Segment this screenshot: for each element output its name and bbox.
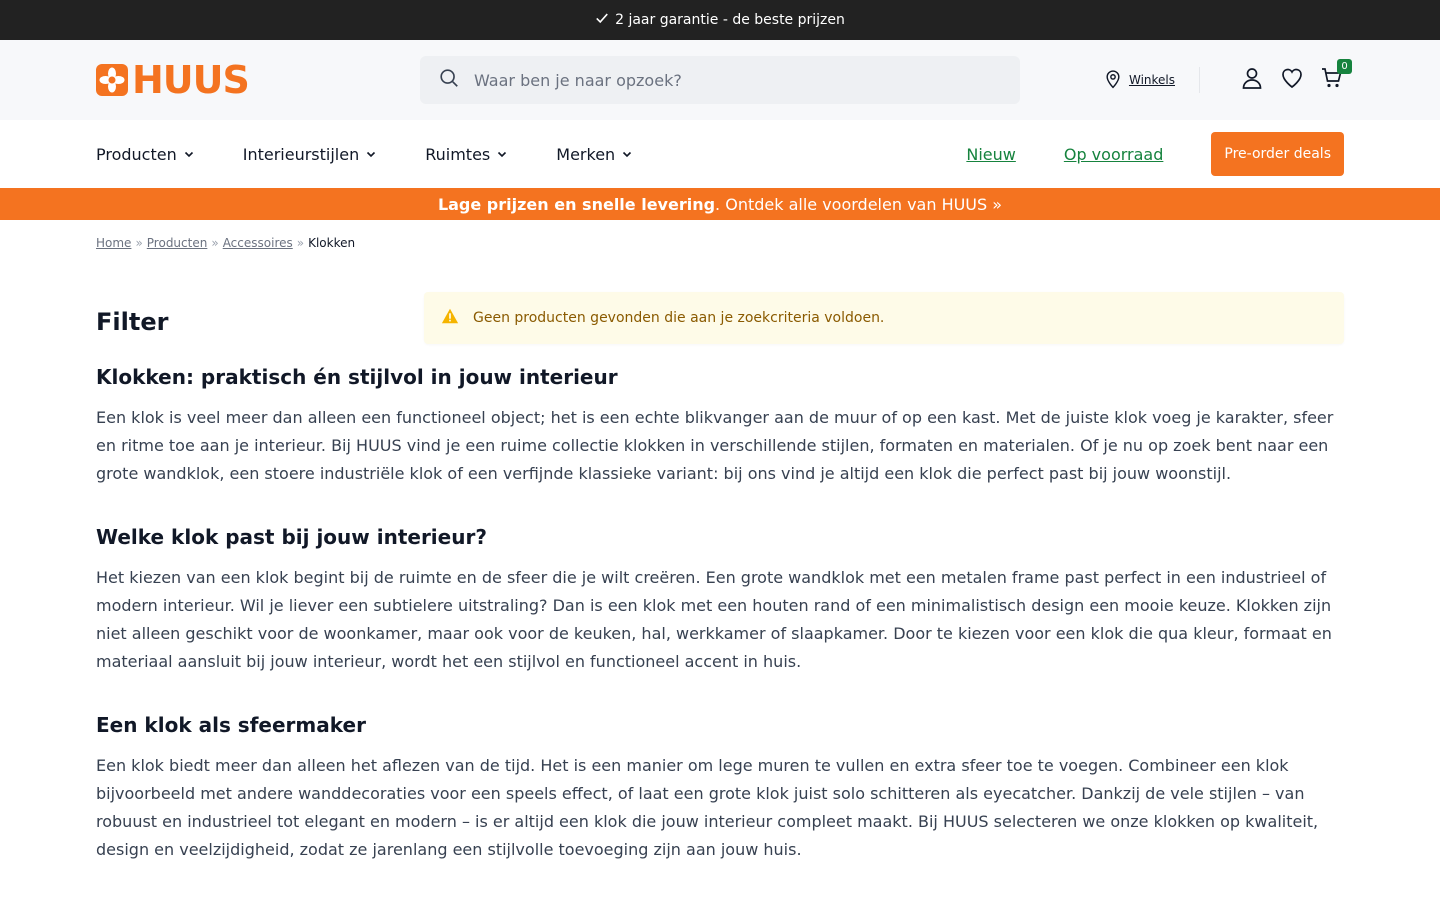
logo-text: HUUS (132, 58, 249, 102)
wishlist-button[interactable] (1280, 68, 1304, 92)
chevron-down-icon (183, 145, 195, 164)
breadcrumb-separator: » (296, 236, 305, 250)
promo-bold-text: Lage prijzen en snelle levering (437, 194, 716, 214)
logo-icon (96, 64, 128, 96)
breadcrumb-separator: » (135, 236, 143, 250)
map-pin-icon (1103, 69, 1123, 92)
nav-item-label: Producten (96, 144, 177, 164)
filter-title: Filter (96, 308, 169, 336)
breadcrumb-producten[interactable]: Producten (146, 236, 208, 250)
promo-text: . Ontdek alle voordelen van HUUS » (715, 194, 1003, 214)
preorder-deals-button[interactable]: Pre-order deals (1211, 132, 1344, 176)
warning-icon (441, 307, 473, 329)
no-results-alert (424, 292, 1344, 344)
chevron-down-icon (496, 145, 508, 164)
nav-item-ruimtes[interactable] (425, 145, 508, 164)
cart-count-badge: 0 (1337, 59, 1352, 74)
nav-item-label: Merken (556, 144, 616, 164)
chevron-down-icon (365, 145, 377, 164)
nav-right (966, 120, 1344, 188)
usp-text: 2 jaar garantie - de beste prijzen (615, 12, 845, 28)
section-body: Een klok biedt meer dan alleen het aflezen van de tijd. Het is een manier om lege muren te vullen en extra sfeer toe te voegen. Combineer een klok bijvoorbeeld met andere wanddecoraties voor een speels effect, of laat een grote klok juist solo schitteren als eyecatcher. Dankzij de vele stijlen – van robuust en industrieel tot elegant en modern – is er altijd een klok die jouw interieur compleet maakt. Bij HUUS selecteren we onze klokken op kwaliteit, design en veelzijdigheid, zodat ze jarenlang een stijlvolle toevoeging zijn aan jouw huis. (96, 756, 1319, 859)
search-input[interactable] (474, 71, 994, 90)
usp-bar (0, 0, 1440, 40)
breadcrumb (0, 220, 1440, 250)
nav-item-merken[interactable] (556, 145, 633, 164)
breadcrumb-accessoires[interactable]: Accessoires (222, 236, 293, 250)
section-body: Het kiezen van een klok begint bij de ruimte en de sfeer die je wilt creëren. Een grote wandklok met een metalen frame past perfect in een industrieel of modern interieur. Wil je liever een subtielere uitstraling? Dan is een klok met een houten rand of een minimalistisch design een mooie keuze. Klokken zijn niet alleen geschikt voor de woonkamer, maar ook voor de keuken, hal, werkkamer of slaapkamer. Door te kiezen voor een klok die qua kleur, formaat en materiaal aansluit bij jouw interieur, wordt het een stijlvol en functioneel accent in huis. (96, 568, 1332, 671)
promo-banner[interactable] (0, 188, 1440, 220)
nav-item-label: Interieurstijlen (242, 144, 360, 164)
logo-link[interactable] (96, 58, 249, 102)
nav-item-label: Ruimtes (425, 144, 491, 164)
section-heading: Welke klok past bij jouw interieur? (96, 525, 487, 549)
breadcrumb-current: Klokken (308, 236, 356, 250)
cart-button[interactable] (1320, 61, 1348, 92)
stores-link[interactable] (1103, 69, 1175, 92)
nav-item-interieurstijlen[interactable] (243, 145, 378, 164)
section-body: Een klok is veel meer dan alleen een functioneel object; het is een echte blikvanger aan de muur of op een kast. Met de juiste klok voeg je karakter, sfeer en ritme toe aan je interieur. Bij HUUS vind je een ruime collectie klokken in verschillende stijlen, formaten en materialen. Of je nu op zoek bent naar een grote wandklok, een stoere industriële klok of een verfijnde klassieke variant: bij ons vind je altijd een klok die perfect past bij jouw woonstijl. (96, 408, 1334, 483)
user-icon (1240, 66, 1264, 94)
chevron-down-icon (621, 145, 633, 164)
section-heading: Klokken: praktisch én stijlvol in jouw interieur (96, 365, 618, 389)
header-actions (1103, 40, 1348, 120)
section-heading: Een klok als sfeermaker (96, 713, 366, 737)
nav-item-producten[interactable] (96, 145, 195, 164)
nav-link-in-stock[interactable]: Op voorraad (1063, 144, 1164, 164)
account-button[interactable] (1240, 68, 1264, 92)
breadcrumb-home[interactable]: Home (96, 236, 132, 250)
heart-icon (1280, 66, 1304, 94)
breadcrumb-separator: » (211, 236, 219, 250)
header-divider (1199, 67, 1200, 93)
header (0, 40, 1440, 120)
main-nav (0, 120, 1440, 188)
category-description (96, 364, 1344, 900)
search-icon[interactable] (438, 67, 460, 93)
nav-link-new[interactable]: Nieuw (966, 144, 1016, 164)
search-bar[interactable] (420, 56, 1020, 104)
check-icon (595, 11, 609, 29)
alert-text: Geen producten gevonden die aan je zoekcriteria voldoen. (473, 310, 885, 326)
stores-label: Winkels (1128, 73, 1175, 87)
